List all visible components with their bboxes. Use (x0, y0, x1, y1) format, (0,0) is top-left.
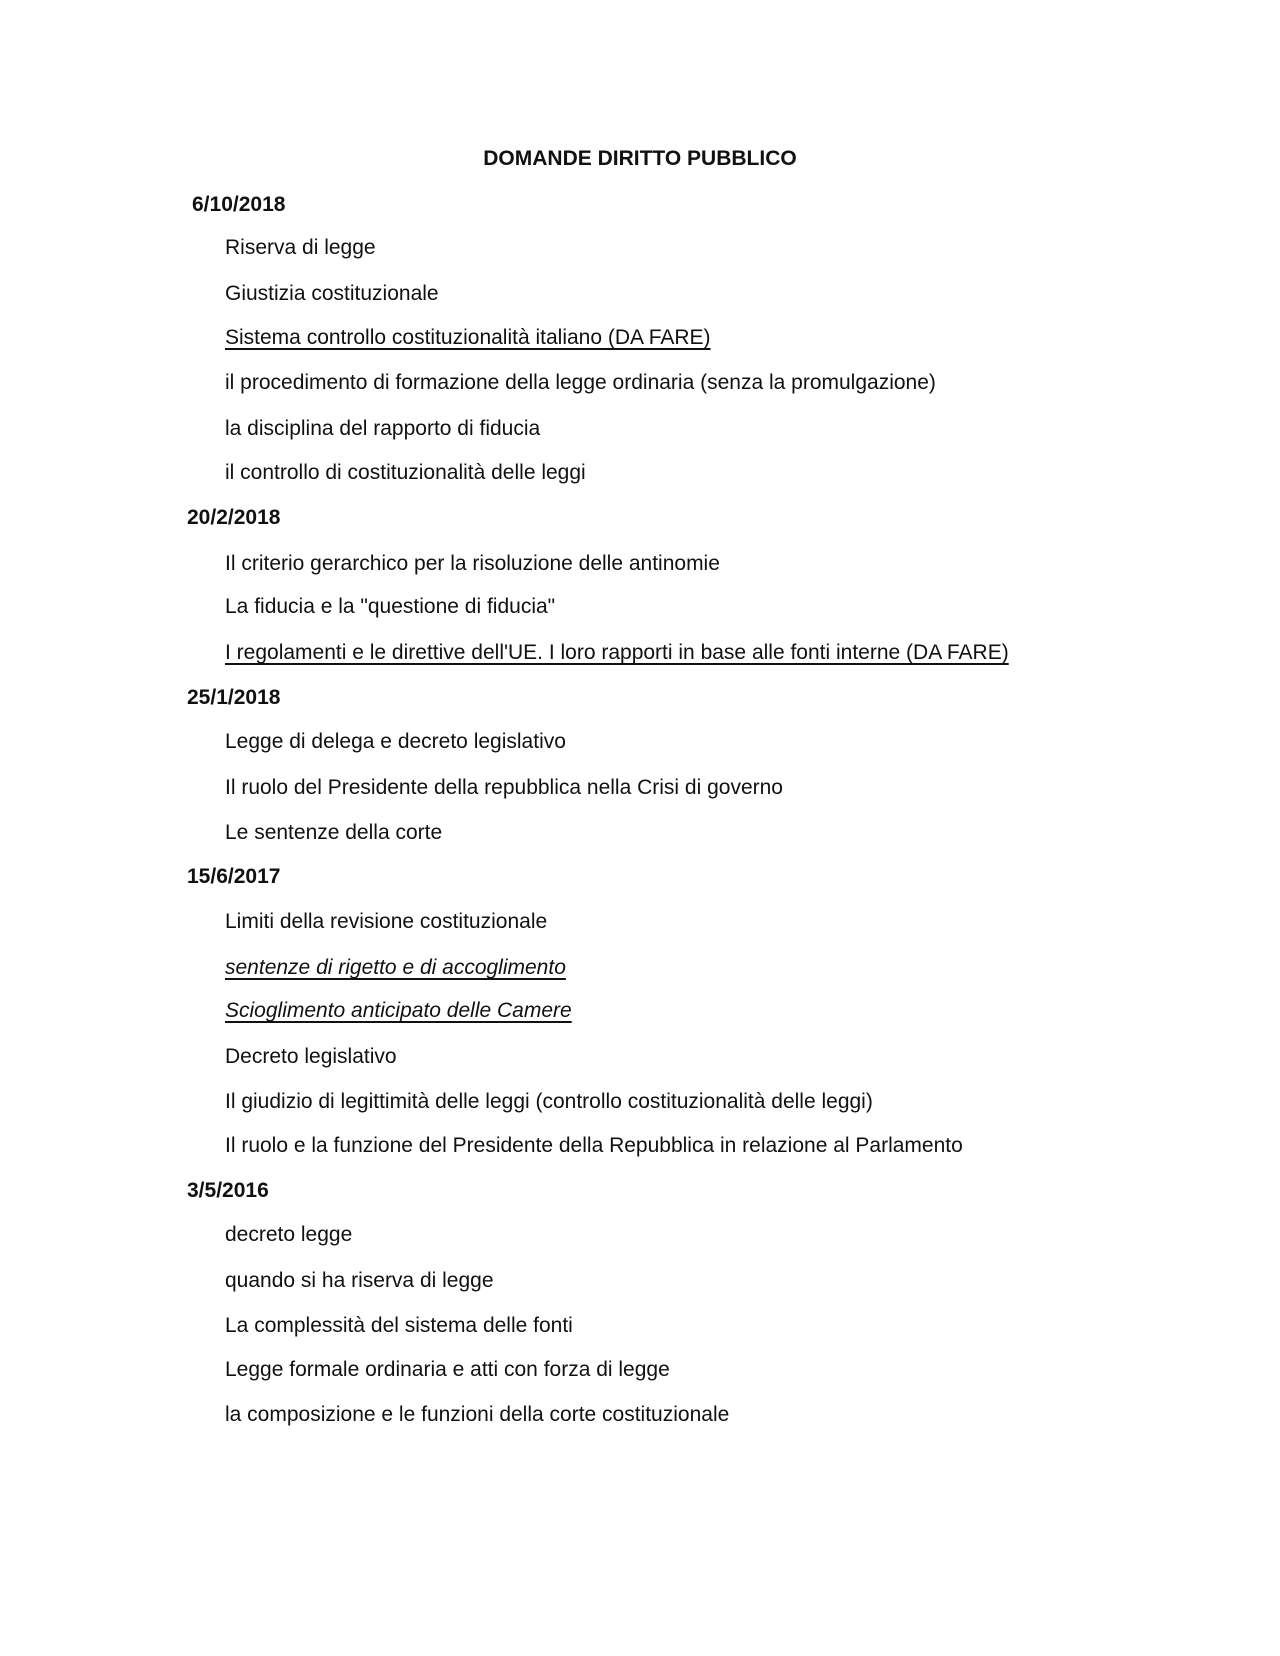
question-item: il controllo di costituzionalità delle leggi (225, 461, 586, 484)
question-item: Scioglimento anticipato delle Camere (225, 999, 572, 1022)
question-item: decreto legge (225, 1223, 353, 1246)
question-item: il procedimento di formazione della legge ordinaria (senza la promulgazione) (225, 371, 936, 394)
question-item: Sistema controllo costituzionalità italiano (DA FARE) (225, 326, 711, 349)
question-item: La complessità del sistema delle fonti (225, 1314, 573, 1337)
question-item: quando si ha riserva di legge (225, 1269, 494, 1292)
question-item: la composizione e le funzioni della corte costituzionale (225, 1403, 730, 1426)
question-item: I regolamenti e le direttive dell'UE. I loro rapporti in base alle fonti interne (DA FARE) (225, 641, 1009, 664)
document-title: DOMANDE DIRITTO PUBBLICO (483, 147, 797, 170)
question-item: Riserva di legge (225, 236, 376, 259)
question-item: la disciplina del rapporto di fiducia (225, 417, 541, 440)
question-item: Il ruolo del Presidente della repubblica nella Crisi di governo (225, 776, 783, 799)
question-item: Legge di delega e decreto legislativo (225, 730, 566, 753)
exam-date: 25/1/2018 (187, 686, 281, 709)
question-item: Il criterio gerarchico per la risoluzione delle antinomie (225, 552, 720, 575)
question-item: sentenze di rigetto e di accoglimento (225, 956, 566, 979)
exam-date: 3/5/2016 (187, 1179, 269, 1202)
question-item: Il giudizio di legittimità delle leggi (controllo costituzionalità delle leggi) (225, 1090, 873, 1113)
question-item: Il ruolo e la funzione del Presidente della Repubblica in relazione al Parlamento (225, 1134, 963, 1157)
question-item: La fiducia e la "questione di fiducia" (225, 595, 556, 618)
exam-date: 6/10/2018 (192, 193, 286, 216)
question-item: Giustizia costituzionale (225, 282, 439, 305)
question-item: Le sentenze della corte (225, 821, 443, 844)
exam-date: 20/2/2018 (187, 506, 281, 529)
question-item: Decreto legislativo (225, 1045, 397, 1068)
exam-date: 15/6/2017 (187, 865, 281, 888)
question-item: Legge formale ordinaria e atti con forza di legge (225, 1358, 670, 1381)
question-item: Limiti della revisione costituzionale (225, 910, 548, 933)
